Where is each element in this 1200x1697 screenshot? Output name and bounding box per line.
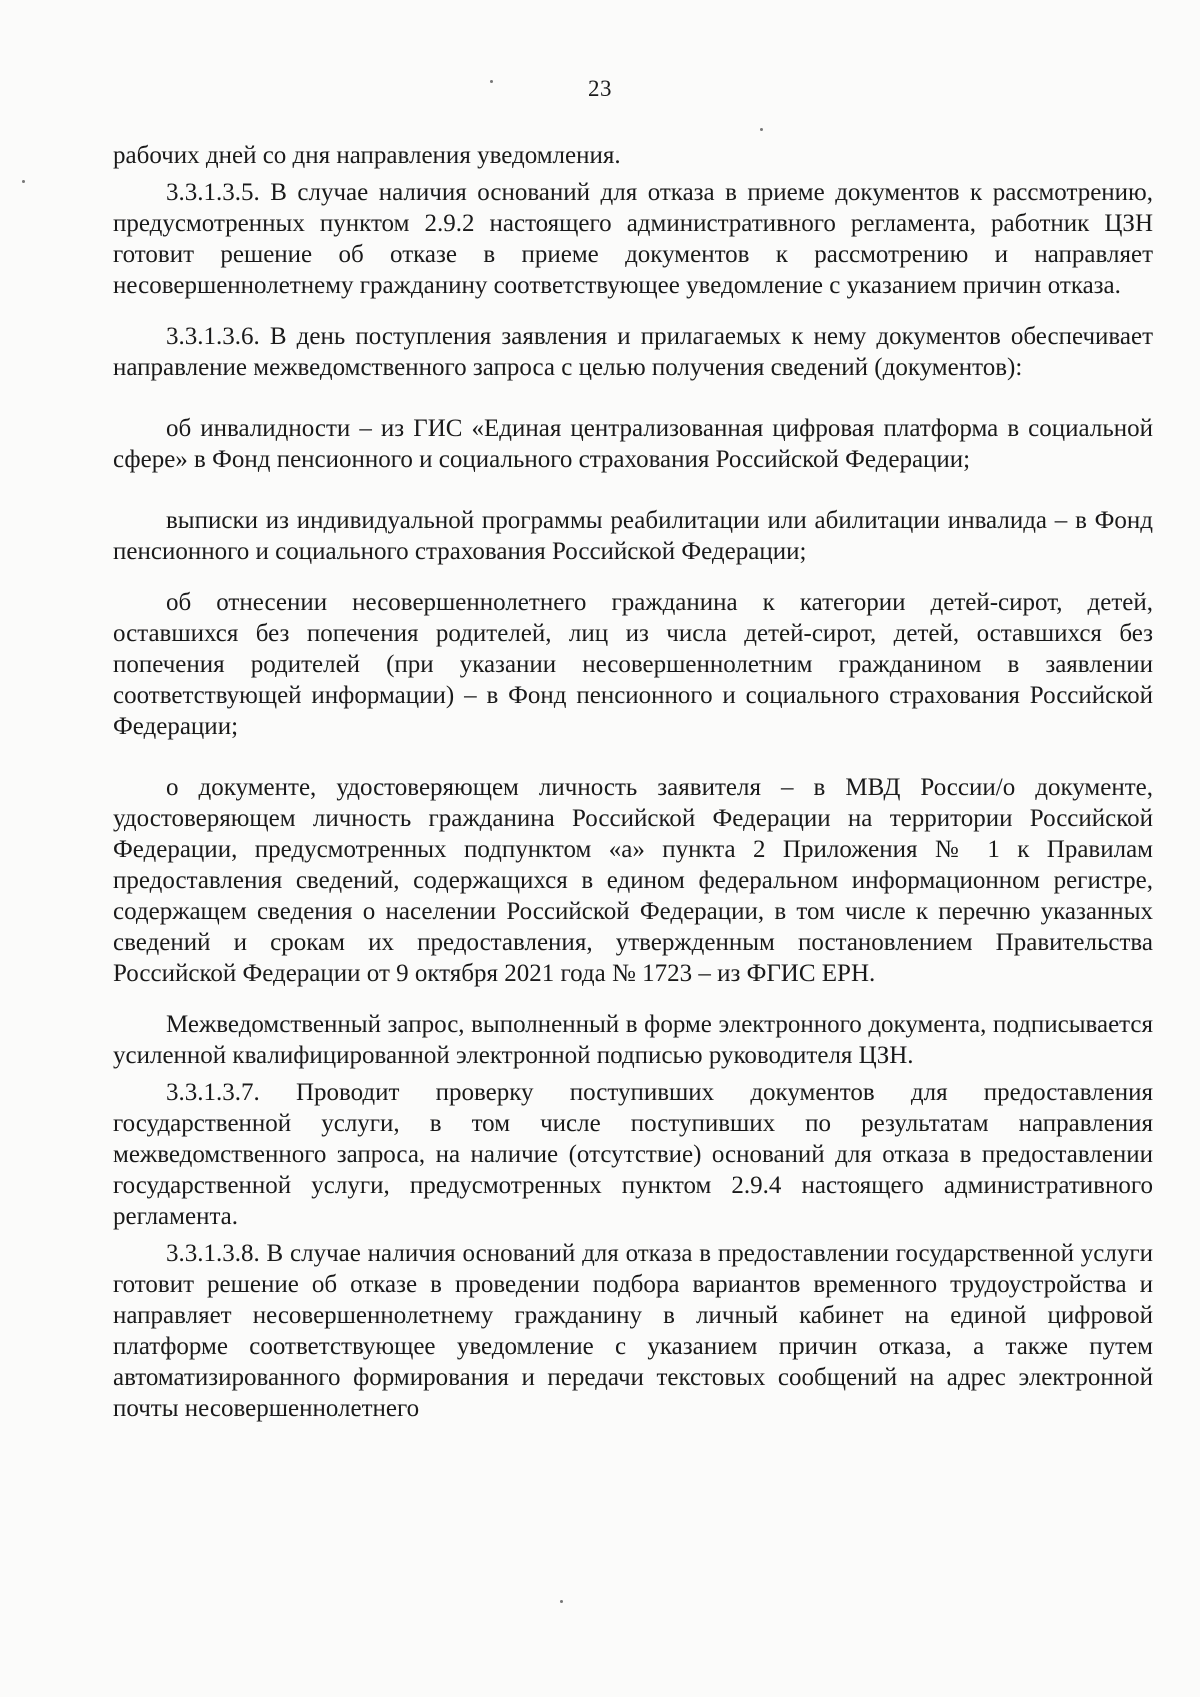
scan-speck xyxy=(22,180,25,183)
list-item-disability: об инвалидности – из ГИС «Единая централизованная цифровая платформа в социальной сфере» в Фонд пенсионного и социального страхования Российской Федерации; xyxy=(113,415,1153,473)
paragraph-3-3-1-3-5: 3.3.1.3.5. В случае наличия оснований для отказа в приеме документов к рассмотрению, предусмотренных пунктом 2.9.2 настоящего административного регламента, работник ЦЗН готовит решение об отказе в приеме документов к рассмотрению и направляет несовершеннолетнему гражданину соответствующее уведомление с указанием причин отказа. xyxy=(113,179,1153,299)
paragraph-3-3-1-3-7: 3.3.1.3.7. Проводит проверку поступивших документов для предоставления государственной услуги, в том числе поступивших по результатам направления межведомственного запроса, на наличие (отсутствие) оснований для отказа в предоставлении государственной услуги, предусмотренных пунктом 2.9.4 настоящего административного регламента. xyxy=(113,1079,1153,1230)
document-body xyxy=(113,140,1153,1424)
list-item-orphans: об отнесении несовершеннолетнего гражданина к категории детей-сирот, детей, оставшихся без попечения родителей, лиц из числа детей-сирот, детей, оставшихся без попечения родителей (при указании несовершеннолетним гражданином в заявлении соответствующей информации) – в Фонд пенсионного и социального страхования Российской Федерации; xyxy=(113,589,1153,740)
list-item-identity-document: о документе, удостоверяющем личность заявителя – в МВД России/о документе, удостоверяющем личность гражданина Российской Федерации на территории Российской Федерации, предусмотренных подпунктом «а» пункта 2 Приложения № 1 к Правилам предоставления сведений, содержащихся в едином федеральном информационном регистре, содержащем сведения о населении Российской Федерации, в том числе к перечню указанных сведений и срокам их предоставления, утвержденным постановлением Правительства Российской Федерации от 9 октября 2021 года № 1723 – из ФГИС ЕРН. xyxy=(113,774,1153,987)
scan-speck xyxy=(760,128,763,131)
paragraph-3-3-1-3-6: 3.3.1.3.6. В день поступления заявления и прилагаемых к нему документов обеспечивает направление межведомственного запроса с целью получения сведений (документов): xyxy=(113,323,1153,381)
paragraph-interagency-request: Межведомственный запрос, выполненный в форме электронного документа, подписывается усиленной квалифицированной электронной подписью руководителя ЦЗН. xyxy=(113,1011,1153,1069)
list-item-rehabilitation: выписки из индивидуальной программы реабилитации или абилитации инвалида – в Фонд пенсионного и социального страхования Российской Федерации; xyxy=(113,507,1153,565)
paragraph-continuation: рабочих дней со дня направления уведомления. xyxy=(113,142,621,169)
scan-speck xyxy=(560,1600,563,1603)
page-number: 23 xyxy=(588,76,612,101)
paragraph-3-3-1-3-8: 3.3.1.3.8. В случае наличия оснований для отказа в предоставлении государственной услуги готовит решение об отказе в проведении подбора вариантов временного трудоустройства и направляет несовершеннолетнему гражданину в личный кабинет на единой цифровой платформе соответствующее уведомление с указанием причин отказа, а также путем автоматизированного формирования и передачи текстовых сообщений на адрес электронной почты несовершеннолетнего xyxy=(113,1240,1153,1422)
